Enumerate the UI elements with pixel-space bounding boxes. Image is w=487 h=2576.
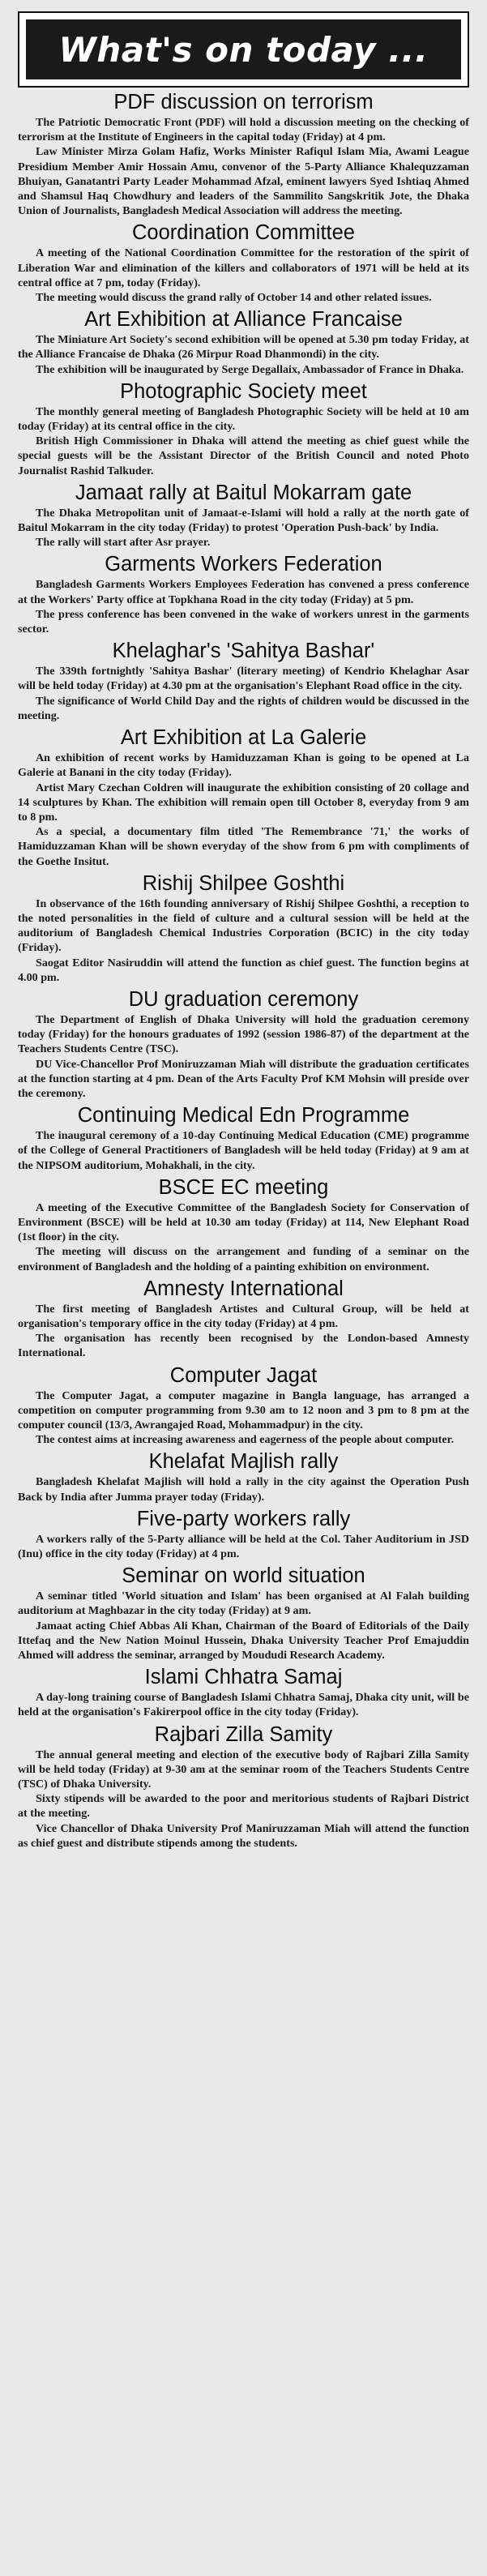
article-heading: Computer Jagat [169, 1363, 318, 1387]
article [18, 1173, 469, 1274]
article [18, 478, 469, 550]
article-paragraph: The meeting would discuss the grand rally of October 14 and other related issues. [36, 291, 432, 305]
article-paragraph: Jamaat acting Chief Abbas Ali Khan, Chairman of the Board of Editorials of the Daily Ittefaq and the New Nation Moinul Hussein, Dhaka University Teacher Prof Emajuddin Ahmed will address the seminar, arranged by Moududi Research Academy. [18, 1619, 469, 1662]
article-heading: Art Exhibition at La Galerie [120, 726, 367, 750]
article-body [18, 1690, 469, 1719]
article-body [18, 115, 469, 218]
masthead-banner [26, 19, 461, 79]
article-body [18, 1589, 469, 1662]
article-body [18, 1389, 469, 1448]
article [18, 1720, 469, 1851]
article-body [18, 1012, 469, 1101]
article [18, 723, 469, 869]
article-paragraph: The 339th fortnightly 'Sahitya Bashar' (literary meeting) of Kendrio Khelaghar Asar will be held today (Friday) at 4.30 pm at the organisation's Elephant Road office in the city. [18, 665, 469, 693]
article-paragraph: The Dhaka Metropolitan unit of Jamaat-e-Islami will hold a rally at the north gate of Baitul Mokarram in the city today (Friday) to protest 'Operation Push-back' by India. [18, 506, 469, 535]
article-list [18, 88, 469, 1851]
article-body [18, 1302, 469, 1361]
article-paragraph: The monthly general meeting of Bangladesh Photographic Society will be held at 10 am today (Friday) at its central office in the city. [18, 404, 469, 434]
article [18, 869, 469, 985]
article [18, 550, 469, 636]
article-paragraph: The annual general meeting and election of the executive body of Rajbari Zilla Samity will be held today (Friday) at 9-30 am at the seminar room of the Teachers Students Centre (TSC) of Dhaka University. [18, 1748, 469, 1791]
article-paragraph: British High Commissioner in Dhaka will attend the meeting as chief guest while the special guests will be the Assistant Director of the British Council and noted Photo Journalist Rashid Talkuder. [18, 434, 469, 477]
article-paragraph: DU Vice-Chancellor Prof Moniruzzaman Miah will distribute the graduation certificates at the function starting at 4 pm. Dean of the Arts Faculty Prof KM Mohsin will preside over the ceremony. [18, 1057, 469, 1100]
article [18, 1561, 469, 1662]
article-paragraph: A day-long training course of Bangladesh Islami Chhatra Samaj, Dhaka city unit, will be held at the organisation's Fakirerpool office in the city today (Friday). [18, 1691, 469, 1719]
article [18, 305, 469, 377]
article-heading: Rajbari Zilla Samity [154, 1722, 333, 1746]
article-heading: Art Exhibition at Alliance Francaise [84, 308, 403, 332]
article-paragraph: A meeting of the Executive Committee of the Bangladesh Society for Conservation of Environment (BSCE) will be held at 10.30 am today (Friday) at 114, New Elephant Road (1st floor) in the city. [18, 1200, 469, 1244]
article-heading: Continuing Medical Edn Programme [77, 1104, 410, 1128]
article-body [18, 1200, 469, 1274]
article [18, 1361, 469, 1448]
article-paragraph: Artist Mary Czechan Coldren will inaugurate the exhibition consisting of 20 collage and 14 sculptures by Khan. The exhibition will remain open till October 8, everyday from 9 am to 8 pm. [18, 781, 469, 824]
article-body [18, 664, 469, 723]
article-paragraph: Vice Chancellor of Dhaka University Prof Maniruzzaman Miah will attend the function as chief guest and distribute stipends among the students. [18, 1821, 469, 1850]
article-paragraph: A seminar titled 'World situation and Islam' has been organised at Al Falah building auditorium at Maghbazar in the city today (Friday) at 9 am. [18, 1590, 469, 1618]
article-body [18, 1532, 469, 1561]
article [18, 218, 469, 305]
article-body [18, 751, 469, 869]
article-body [18, 404, 469, 478]
article-paragraph: Law Minister Mirza Golam Hafiz, Works Minister Rafiqul Islam Mia, Awami League Presidium Member Amir Hossain Amu, convenor of the 5-Party Alliance Khalequzzaman Bhuiyan, Ganatantri Party Leader Mohammad Afzal, eminent lawyers Syed Ishtiaq Ahmed and Shamsul Haq Chowdhury and leaders of the Sammilito Sangskritik Jote, the Dhaka Union of Journalists, Bangladesh Medical Association will address the meeting. [18, 145, 469, 218]
article [18, 377, 469, 478]
article [18, 636, 469, 723]
article-heading: Amnesty International [143, 1277, 344, 1300]
article-body [18, 577, 469, 636]
article-heading: BSCE EC meeting [158, 1175, 329, 1199]
article-paragraph: In observance of the 16th founding anniversary of Rishij Shilpee Goshthi, a reception to the noted personalities in the field of culture and a cultural session will be held at the auditorium of Bangladesh Chemical Industries Corporation (BCIC) in the city today (Friday). [18, 896, 469, 955]
article-heading: Rishij Shilpee Goshthi [142, 871, 345, 895]
article-paragraph: The press conference has been convened in the wake of workers unrest in the garments sector. [18, 607, 469, 636]
article-heading: Coordination Committee [132, 221, 355, 245]
article-paragraph: The inaugural ceremony of a 10-day Continuing Medical Education (CME) programme of the College of General Practitioners of Bangladesh will be held today (Friday) at 9 am at the NIPSOM auditorium, Mohakhali, in the city. [18, 1129, 469, 1172]
article-paragraph: A meeting of the National Coordination Committee for the restoration of the spirit of Liberation War and elimination of the killers and collaborators of 1971 will be held at its central office at 7 pm, today (Friday). [18, 246, 469, 289]
article-paragraph: The meeting will discuss on the arrangement and funding of a seminar on the environment of Bangladesh and the holding of a painting exhibition on environment. [18, 1245, 469, 1273]
article-paragraph: The exhibition will be inaugurated by Serge Degallaix, Ambassador of France in Dhaka. [36, 362, 464, 376]
article-heading: Photographic Society meet [120, 379, 367, 403]
article-body [18, 506, 469, 550]
article-paragraph: The contest aims at increasing awareness and eagerness of the people about computer. [36, 1433, 455, 1447]
article-heading: Garments Workers Federation [105, 553, 382, 576]
article-heading: Khelaghar's 'Sahitya Bashar' [112, 640, 375, 663]
article-paragraph: Bangladesh Khelafat Majlish will hold a rally in the city against the Operation Push Back by India after Jumma prayer today (Friday). [18, 1475, 469, 1504]
article-paragraph: The significance of World Child Day and the rights of children would be discussed in the meeting. [18, 694, 469, 722]
article-heading: Five-party workers rally [136, 1507, 351, 1530]
article [18, 1274, 469, 1361]
article-body [18, 1748, 469, 1851]
article-body [18, 1128, 469, 1173]
article-body [18, 246, 469, 305]
article-heading: PDF discussion on terrorism [113, 91, 374, 113]
article-paragraph: Sixty stipends will be awarded to the poor and meritorious students of Rajbari District at the meeting. [18, 1792, 469, 1821]
article-heading: Islami Chhatra Samaj [144, 1666, 343, 1689]
article-body [18, 896, 469, 985]
article [18, 1504, 469, 1561]
article-heading: Jamaat rally at Baitul Mokarram gate [75, 481, 412, 504]
article-paragraph: Saogat Editor Nasiruddin will attend the function as chief guest. The function begins at 4.00 pm. [18, 956, 469, 984]
article-paragraph: The Patriotic Democratic Front (PDF) will hold a discussion meeting on the checking of terrorism at the Institute of Engineers in the capital today (Friday) at 4 pm. [18, 116, 469, 144]
article-heading: DU graduation ceremony [128, 987, 359, 1011]
article-paragraph: A workers rally of the 5-Party alliance will be held at the Col. Taher Auditorium in JSD (Inu) office in the city today (Friday) at 4 pm. [18, 1532, 469, 1561]
article-body [18, 332, 469, 377]
article [18, 985, 469, 1101]
article [18, 1101, 469, 1173]
article-paragraph: The Miniature Art Society's second exhibition will be opened at 5.30 pm today Friday, at the Alliance Francaise de Dhaka (26 Mirpur Road Dhanmondi) in the city. [18, 333, 469, 362]
newspaper-page [0, 11, 487, 2576]
article [18, 1662, 469, 1719]
article-heading: Khelafat Majlish rally [148, 1450, 339, 1474]
article [18, 88, 469, 218]
masthead-title: What's on today ... [58, 29, 429, 70]
article-heading: Seminar on world situation [122, 1564, 365, 1588]
article-paragraph: Bangladesh Garments Workers Employees Federation has convened a press conference at the Workers' Party office at Topkhana Road in the city today (Friday) at 5 pm. [18, 578, 469, 606]
article-paragraph: An exhibition of recent works by Hamiduzzaman Khan is going to be opened at La Galerie at Banani in the city today (Friday). [18, 751, 469, 780]
article-paragraph: The Department of English of Dhaka University will hold the graduation ceremony today (Friday) for the honours graduates of 1992 (session 1986-87) of the department at the Teachers Students Centre (TSC). [18, 1012, 469, 1056]
article-paragraph: The rally will start after Asr prayer. [36, 536, 211, 550]
article-body [18, 1474, 469, 1504]
article [18, 1447, 469, 1504]
article-paragraph: As a special, a documentary film titled 'The Remembrance '71,' the works of Hamiduzzaman Khan will be shown everyday of the show from 6 pm with compliments of the Goethe Insitut. [18, 825, 469, 868]
article-paragraph: The Computer Jagat, a computer magazine in Bangla language, has arranged a competition on computer programming from 9.30 am to 12 noon and 3 pm to 8 pm at the computer council (13/3, Awrangajed Road, Mohammadpur) in the city. [18, 1389, 469, 1431]
article-paragraph: The first meeting of Bangladesh Artistes and Cultural Group, will be held at organisation's temporary office in the city today (Friday) at 4 pm. [18, 1302, 469, 1330]
article-paragraph: The organisation has recently been recognised by the London-based Amnesty International. [18, 1332, 469, 1360]
masthead [18, 11, 469, 88]
